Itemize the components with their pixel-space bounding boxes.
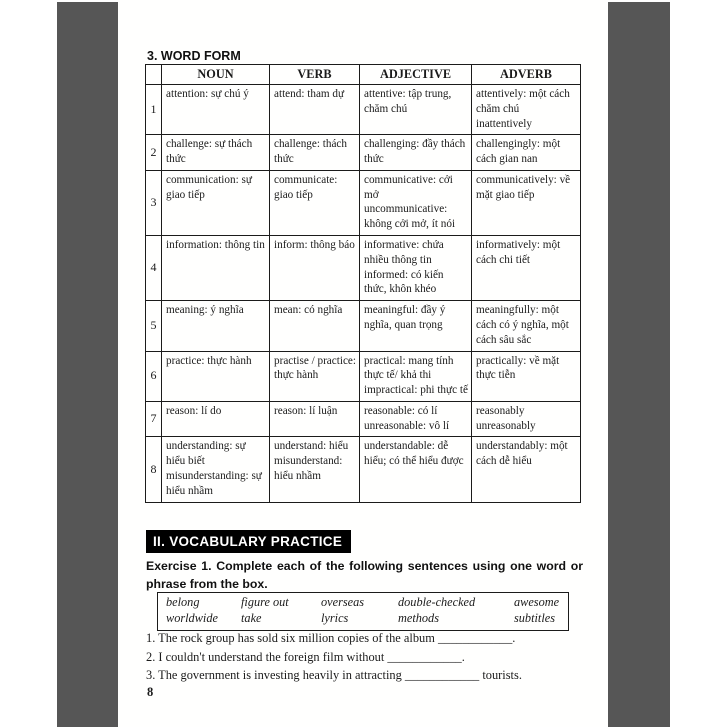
word-box-row — [166, 611, 568, 627]
word-entry: informatively: một cách chi tiết — [476, 239, 561, 266]
table-row — [146, 351, 581, 401]
table-row — [146, 135, 581, 171]
cell-adverb — [472, 135, 581, 171]
word-box-item: subtitles — [514, 610, 555, 625]
row-number-cell: 6 — [146, 351, 162, 401]
word-entry: meaning: ý nghĩa — [166, 304, 244, 317]
word-entry: communicative: cởi mở — [364, 173, 453, 201]
row-number-cell: 4 — [146, 236, 162, 301]
row-number-cell: 2 — [146, 135, 162, 171]
word-entry: unreasonably — [476, 419, 536, 432]
cell-noun — [162, 301, 270, 351]
word-entry: informative: chứa nhiều thông tin — [364, 239, 444, 266]
table-header-cell: ADJECTIVE — [360, 65, 472, 85]
cell-adjective — [360, 135, 472, 171]
table-row — [146, 301, 581, 351]
word-entry: misunderstand: hiểu nhầm — [274, 455, 343, 482]
word-entry: practise / practice: thực hành — [274, 354, 356, 382]
word-box-item: double-checked — [398, 595, 476, 609]
cell-adjective — [360, 401, 472, 437]
cell-adjective — [360, 437, 472, 502]
cell-adjective — [360, 170, 472, 235]
row-number-cell: 5 — [146, 301, 162, 351]
page-number: 8 — [147, 685, 154, 699]
table-corner-cell — [146, 65, 162, 85]
word-box-item: worldwide — [166, 610, 218, 625]
word-entry: reasonable: có lí — [364, 404, 438, 417]
word-entry: attention: sự chú ý — [166, 88, 249, 100]
word-entry: communicate: giao tiếp — [274, 173, 338, 201]
cell-adjective — [360, 301, 472, 351]
word-entry: reason: lí do — [166, 404, 222, 417]
table-header-cell: VERB — [270, 65, 360, 85]
exercise-1-heading: Exercise 1. Complete each of the following sentences using one word or phrase from the box. — [146, 559, 583, 591]
vocabulary-practice-banner: II. VOCABULARY PRACTICE — [146, 530, 351, 553]
word-entry: mean: có nghĩa — [274, 304, 343, 317]
word-box-item: overseas — [321, 595, 365, 609]
cell-adverb — [472, 170, 581, 235]
word-entry: meaningfully: một cách có ý nghĩa, một cách sâu sắc — [476, 304, 569, 346]
cell-adjective — [360, 351, 472, 401]
table-header-cell: ADVERB — [472, 65, 581, 85]
sentence-item: 1. The rock group has sold six million copies of the album ____________. — [146, 631, 516, 645]
cell-adverb — [472, 437, 581, 502]
word-entry: information: thông tin — [166, 239, 265, 252]
sentence-item: 3. The government is investing heavily in attracting ____________ tourists. — [146, 668, 522, 683]
photo-background-bar-left — [57, 2, 118, 727]
cell-noun — [162, 401, 270, 437]
cell-noun — [162, 85, 270, 135]
word-entry: unreasonable: vô lí — [364, 419, 450, 432]
word-form-heading: 3. WORD FORM — [147, 49, 241, 63]
word-entry: inattentively — [476, 117, 532, 130]
word-box-item: lyrics — [321, 610, 349, 625]
row-number-cell: 1 — [146, 85, 162, 135]
word-entry: uncommunicative: không cởi mở, ít nói — [364, 203, 456, 231]
word-entry: understand: hiểu — [274, 440, 349, 453]
word-entry: communicatively: về mặt giao tiếp — [476, 173, 571, 201]
word-entry: challengingly: một cách gian nan — [476, 138, 561, 166]
word-form-table — [145, 64, 581, 503]
word-entry: challenge: thách thức — [274, 138, 347, 166]
row-number-cell: 3 — [146, 170, 162, 235]
word-box — [157, 592, 569, 631]
word-entry: inform: thông báo — [274, 239, 355, 252]
row-number-cell: 8 — [146, 437, 162, 502]
table-row — [146, 401, 581, 437]
cell-adverb — [472, 351, 581, 401]
cell-verb — [270, 85, 360, 135]
word-box-row — [166, 595, 568, 611]
cell-noun — [162, 236, 270, 301]
photo-background-bar-right — [607, 2, 670, 727]
word-entry: understandably: một cách dễ hiểu — [476, 440, 568, 468]
cell-adverb — [472, 85, 581, 135]
word-entry: understandable: dễ hiểu; có thể hiểu được — [364, 440, 464, 468]
table-header-row — [146, 65, 581, 85]
word-entry: practice: thực hành — [166, 354, 252, 367]
word-entry: challenging: đầy thách thức — [364, 138, 466, 166]
table-row — [146, 85, 581, 135]
cell-verb — [270, 170, 360, 235]
cell-noun — [162, 437, 270, 502]
word-entry: informed: có kiến thức, khôn khéo — [364, 268, 444, 296]
word-entry: impractical: phi thực tế — [364, 384, 468, 397]
word-entry: attend: tham dự — [274, 88, 345, 100]
word-entry: challenge: sự thách thức — [166, 138, 253, 166]
word-box-item: awesome — [514, 595, 560, 609]
cell-verb — [270, 401, 360, 437]
word-box-item: methods — [398, 610, 439, 625]
word-entry: attentive: tập trung, chăm chú — [364, 88, 452, 115]
word-entry: meaningful: đầy ý nghĩa, quan trọng — [364, 304, 446, 331]
cell-adjective — [360, 236, 472, 301]
cell-adverb — [472, 301, 581, 351]
cell-adjective — [360, 85, 472, 135]
word-entry: understanding: sự hiểu biết — [166, 440, 246, 468]
word-box-item: figure out — [241, 595, 289, 609]
cell-adverb — [472, 401, 581, 437]
cell-verb — [270, 351, 360, 401]
word-entry: communication: sự giao tiếp — [166, 173, 252, 201]
table-header-cell: NOUN — [162, 65, 270, 85]
cell-noun — [162, 351, 270, 401]
cell-verb — [270, 135, 360, 171]
word-entry: attentively: một cách chăm chú — [476, 88, 570, 115]
row-number-cell: 7 — [146, 401, 162, 437]
word-box-item: belong — [166, 595, 200, 609]
cell-verb — [270, 236, 360, 301]
cell-noun — [162, 135, 270, 171]
word-entry: reason: lí luận — [274, 404, 338, 417]
word-box-item: take — [241, 610, 262, 625]
cell-adverb — [472, 236, 581, 301]
cell-verb — [270, 437, 360, 502]
word-entry: misunderstanding: sự hiểu nhầm — [166, 469, 262, 497]
cell-noun — [162, 170, 270, 235]
word-entry: reasonably — [476, 404, 525, 417]
cell-verb — [270, 301, 360, 351]
sentence-item: 2. I couldn't understand the foreign film without ____________. — [146, 649, 465, 664]
table-row — [146, 236, 581, 301]
word-entry: practically: về mặt thực tiễn — [476, 354, 560, 382]
table-row — [146, 170, 581, 235]
table-row — [146, 437, 581, 502]
word-entry: practical: mang tính thực tế/ khả thi — [364, 354, 454, 382]
sentence-list — [146, 629, 586, 685]
